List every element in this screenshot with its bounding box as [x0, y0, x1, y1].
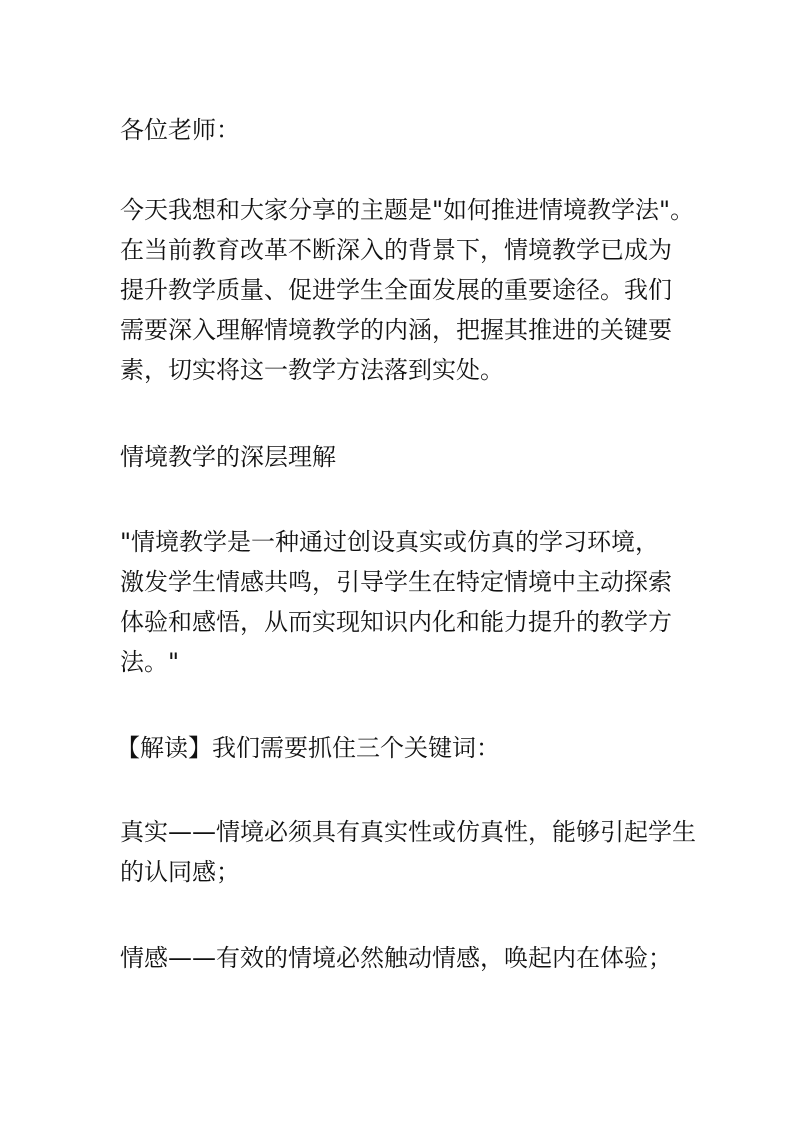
interpretation-text: 【解读】我们需要抓住三个关键词： — [116, 734, 500, 762]
quote-line: 体验和感悟，从而实现知识内化和能力提升的教学方 — [120, 608, 672, 636]
keyword-real-line: 真实——情境必须具有真实性或仿真性，能够引起学生 — [120, 818, 696, 846]
definition-quote — [120, 522, 672, 682]
section-heading — [120, 437, 336, 477]
quote-line: 激发学生情感共鸣，引导学生在特定情境中主动探索 — [120, 568, 672, 596]
intro-paragraph — [120, 190, 694, 390]
intro-line: 在当前教育改革不断深入的背景下，情境教学已成为 — [120, 236, 672, 264]
keyword-emotion-text: 情感——有效的情境必然触动情感，唤起内在体验； — [120, 944, 672, 972]
section-heading-text: 情境教学的深层理解 — [120, 443, 336, 471]
intro-line: 今天我想和大家分享的主题是"如何推进情境教学法"。 — [120, 196, 695, 224]
salutation — [120, 110, 240, 150]
intro-line: 需要深入理解情境教学的内涵，把握其推进的关键要 — [120, 316, 672, 344]
salutation-text: 各位老师： — [120, 116, 240, 144]
intro-line: 素，切实将这一教学方法落到实处。 — [120, 356, 504, 384]
keyword-real — [120, 812, 696, 892]
quote-line: 法。" — [120, 648, 180, 676]
intro-line: 提升教学质量、促进学生全面发展的重要途径。我们 — [120, 276, 672, 304]
keyword-real-line: 的认同感； — [120, 858, 240, 886]
quote-line: "情境教学是一种通过创设真实或仿真的学习环境， — [120, 528, 660, 556]
keyword-emotion — [120, 938, 672, 978]
interpretation — [116, 728, 500, 768]
